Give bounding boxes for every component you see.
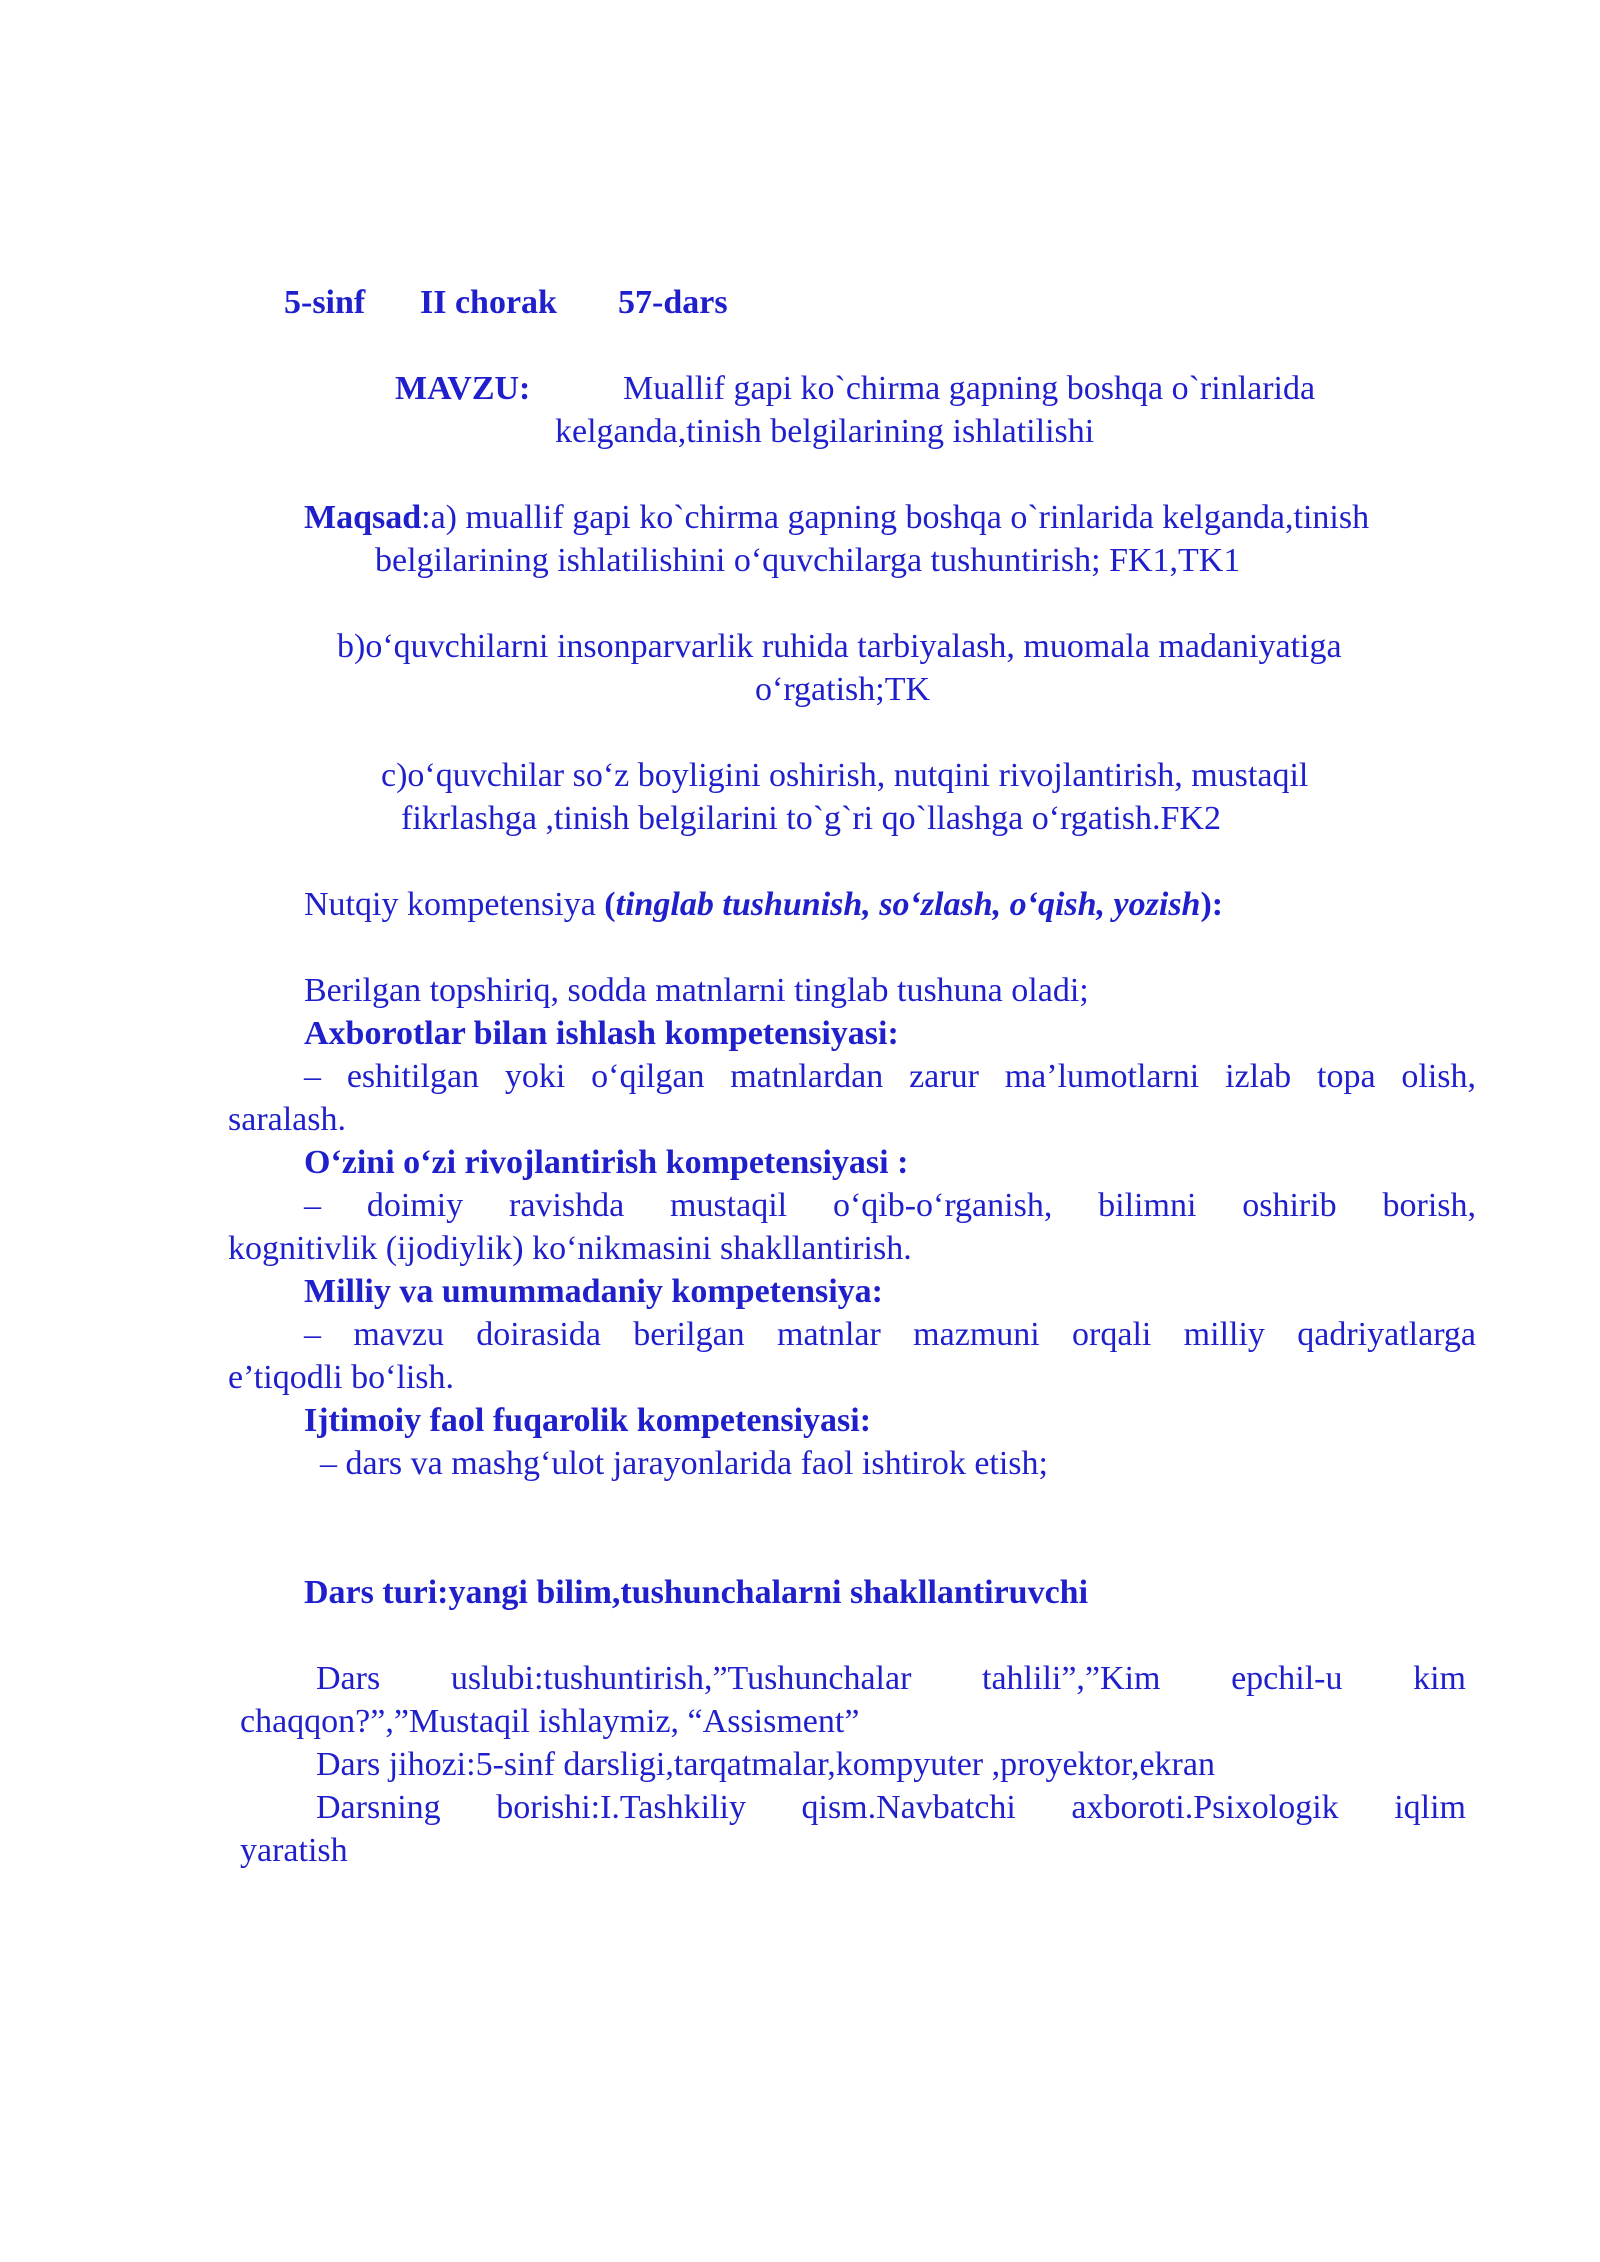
goal-c-line-1: c)o‘quvchilar so‘z boyligini oshirish, nutqini rivojlantirish, mustaqil [381,757,1309,794]
topic-line-1: Muallif gapi ko`chirma gapning boshqa o`rinlarida [623,370,1316,407]
national-competency-line-2: e’tiqodli bo‘lish. [228,1359,455,1396]
self-competency-title: O‘zini o‘zi rivojlantirish kompetensiyasi : [304,1144,909,1181]
civic-competency-title: Ijtimoiy faol fuqarolik kompetensiyasi: [304,1402,872,1439]
quarter-label: II chorak [420,284,557,321]
speech-items: tinglab tushunish, so‘zlash, o‘qish, yozish [615,886,1201,923]
national-competency-title: Milliy va umummadaniy kompetensiya: [304,1273,883,1310]
lesson-equipment: Dars jihozi:5-sinf darsligi,tarqatmalar,kompyuter ,proyektor,ekran [316,1746,1215,1783]
lesson-type: Dars turi:yangi bilim,tushunchalarni shakllantiruvchi [304,1574,1089,1611]
goal-c-line-2: fikrlashga ,tinish belgilarini to`g`ri qo`llashga o‘rgatish.FK2 [401,800,1221,837]
lesson-style-line-1: Dars uslubi:tushuntirish,”Tushunchalar tahlili”,”Kim epchil-u kim [316,1660,1466,1697]
speech-competency-heading [304,883,1223,926]
info-competency-line-1: – eshitilgan yoki o‘qilgan matnlardan zarur ma’lumotlarni izlab topa olish, [304,1058,1476,1095]
self-competency-line-1: – doimiy ravishda mustaqil o‘qib-o‘rganish, bilimni oshirib borish, [304,1187,1476,1224]
civic-competency-line-1: – dars va mashg‘ulot jarayonlarida faol ishtirok etish; [320,1445,1048,1482]
lesson-style-line-2: chaqqon?”,”Mustaqil ishlaymiz, “Assisment” [240,1703,860,1740]
speech-prefix: Nutqiy kompetensiya [304,886,605,923]
info-competency-line-2: saralash. [228,1101,347,1138]
lesson-number: 57-dars [618,284,728,321]
lesson-flow-line-2: yaratish [240,1832,348,1869]
self-competency-line-2: kognitivlik (ijodiylik) ko‘nikmasini shakllantirish. [228,1230,912,1267]
national-competency-line-1: – mavzu doirasida berilgan matnlar mazmuni orqali milliy qadriyatlarga [304,1316,1476,1353]
grade-label: 5-sinf [284,284,366,321]
goal-label: Maqsad [304,499,422,536]
speech-open-paren: ( [604,886,616,923]
goal-a-line-1 [304,496,1369,539]
speech-line: Berilgan topshiriq, sodda matnlarni tinglab tushuna oladi; [304,972,1089,1009]
info-competency-title: Axborotlar bilan ishlash kompetensiyasi: [304,1015,899,1052]
topic-line-2: kelganda,tinish belgilarining ishlatilishi [555,413,1095,450]
speech-close-paren: ): [1200,886,1224,923]
goal-a-line-2: belgilarining ishlatilishini o‘quvchilarga tushuntirish; FK1,TK1 [375,542,1241,579]
goal-a-text: :a) muallif gapi ko`chirma gapning boshqa o`rinlarida kelganda,tinish [421,499,1370,536]
lesson-flow-line-1: Darsning borishi:I.Tashkiliy qism.Navbatchi axboroti.Psixologik iqlim [316,1789,1466,1826]
topic-label: MAVZU: [395,370,531,407]
goal-b-line-2: o‘rgatish;TK [755,671,931,708]
goal-b-line-1: b)o‘quvchilarni insonparvarlik ruhida tarbiyalash, muomala madaniyatiga [337,628,1342,665]
